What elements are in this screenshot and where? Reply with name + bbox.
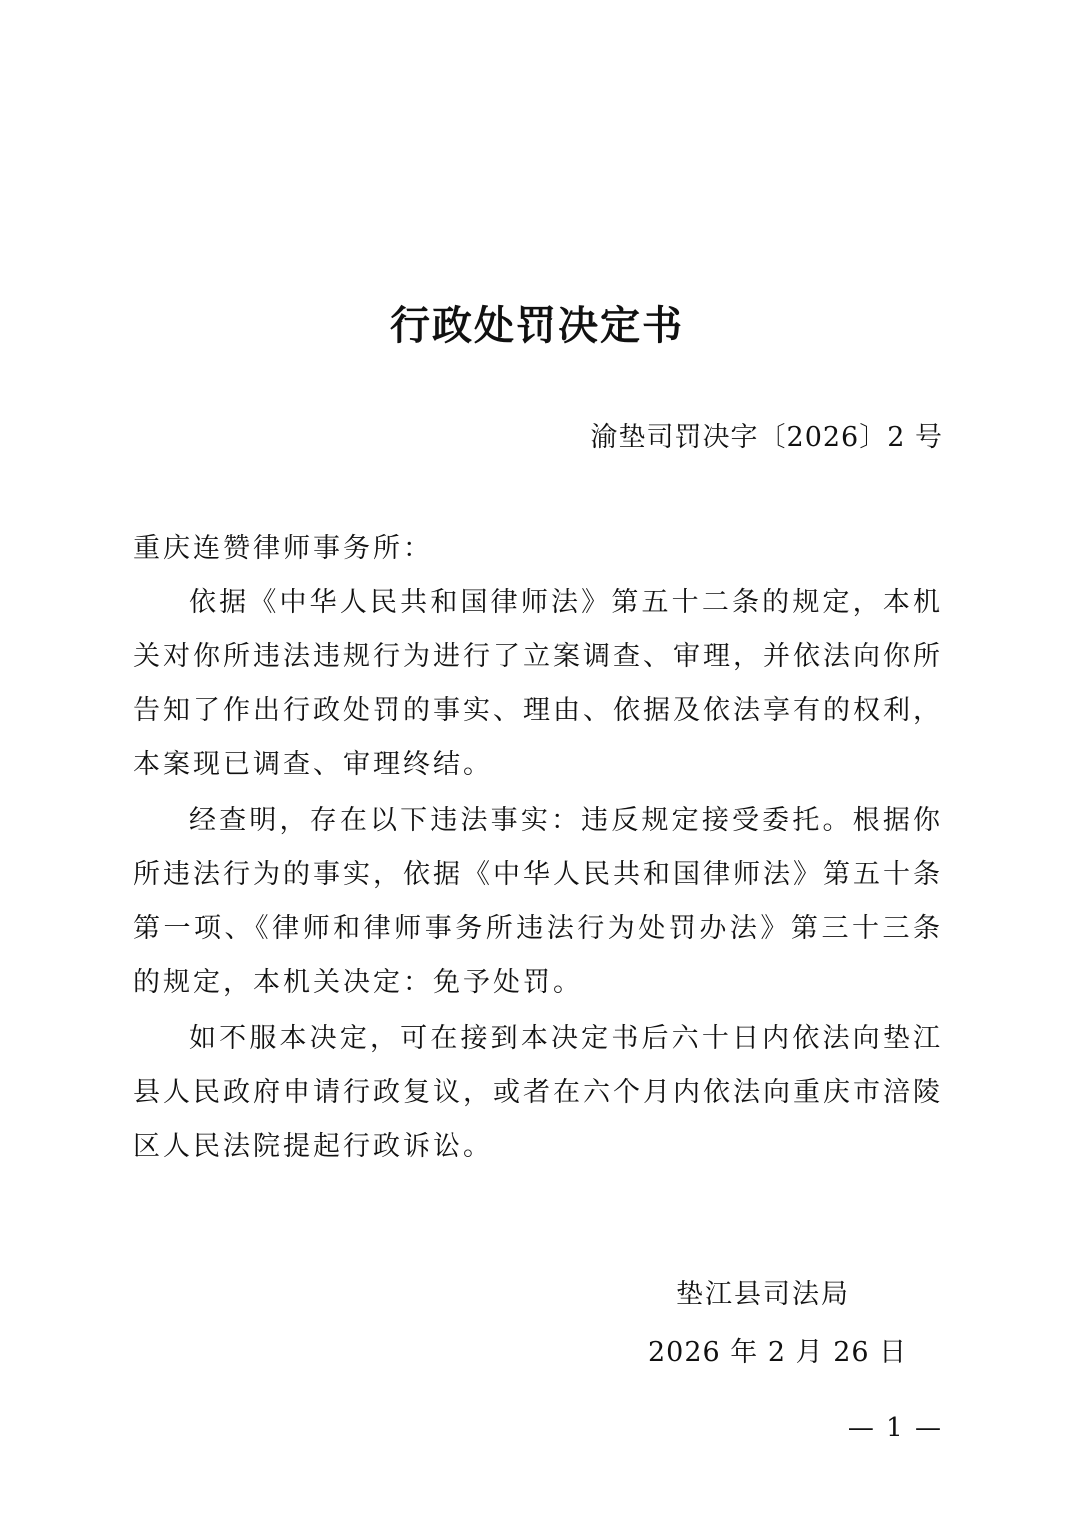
signature-date: 2026 年 2 月 26 日 bbox=[648, 1337, 908, 1368]
addressee: 重庆连赞律师事务所： bbox=[133, 533, 433, 564]
paragraph-appeal: 如不服本决定，可在接到本决定书后六十日内依法向垫江县人民政府申请行政复议，或者在六个月内依法向重庆市涪陵区人民法院提起行政诉讼。 bbox=[133, 1023, 943, 1162]
document-title: 行政处罚决定书 bbox=[390, 302, 684, 349]
paragraph-basis: 依据《中华人民共和国律师法》第五十二条的规定，本机关对你所违法违规行为进行了立案调查、审理，并依法向你所告知了作出行政处罚的事实、理由、依据及依法享有的权利，本案现已调查、审理终结。 bbox=[133, 587, 943, 780]
page-number: — 1 — bbox=[847, 1413, 943, 1443]
document-body bbox=[133, 522, 943, 1174]
signature-organization: 垫江县司法局 bbox=[676, 1279, 850, 1310]
paragraph-findings: 经查明，存在以下违法事实：违反规定接受委托。根据你所违法行为的事实，依据《中华人民共和国律师法》第五十条第一项、《律师和律师事务所违法行为处罚办法》第三十三条的规定，本机关决定：免予处罚。 bbox=[133, 805, 943, 998]
document-number: 渝垫司罚决字〔2026〕2 号 bbox=[590, 422, 943, 453]
